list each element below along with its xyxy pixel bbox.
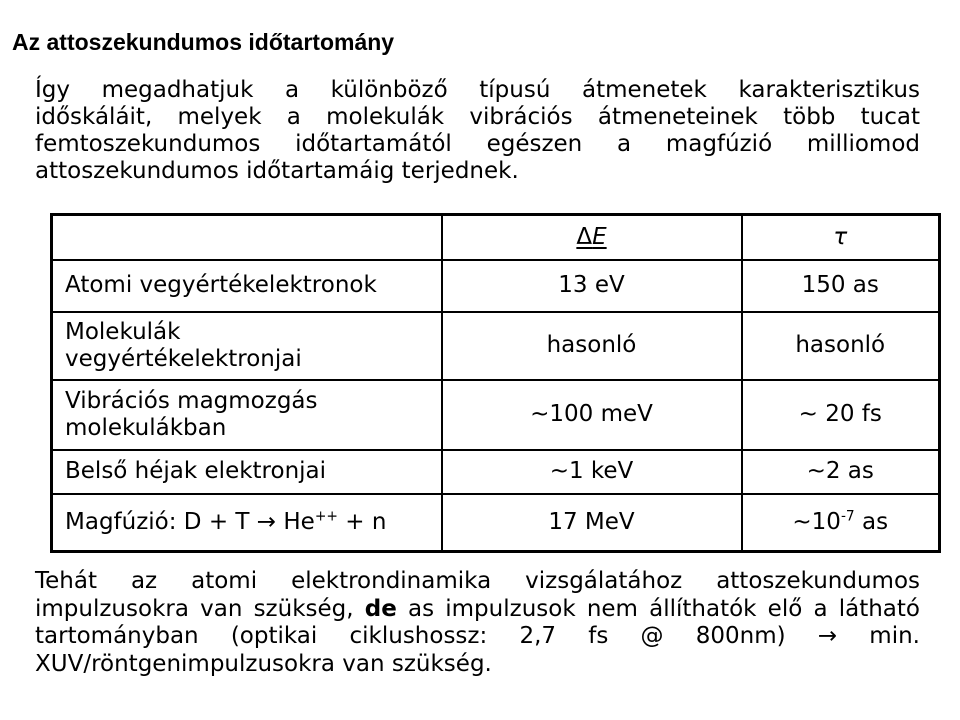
fusion-time-exponent: -7: [840, 508, 855, 525]
fusion-label-tail: + n: [337, 508, 387, 535]
conclusion-line: tartományban (optikai ciklushossz: 2,7 fs @ 800nm) → min.: [35, 623, 920, 649]
table-row: [52, 450, 940, 494]
row-time-cell: ~2 as: [742, 450, 940, 494]
intro-line: attoszekundumos időtartamáig terjednek.: [35, 158, 519, 184]
delta-symbol: Δ: [576, 223, 593, 250]
header-time-cell: [742, 215, 940, 260]
energy-symbol: E: [592, 223, 607, 250]
conclusion-line: Tehát az atomi elektrondinamika vizsgálatához attoszekundumos: [35, 568, 920, 594]
row-time-cell: [742, 494, 940, 552]
tau-symbol: τ: [833, 223, 848, 250]
row-label-cell: Vibrációs magmozgás molekulákban: [52, 380, 442, 450]
table-row: [52, 494, 940, 552]
slide-title: Az attoszekundumos időtartomány: [12, 29, 395, 55]
row-energy-cell: ~100 meV: [442, 380, 742, 450]
row-label-cell: Belső héjak elektronjai: [52, 450, 442, 494]
row-time-cell: ~ 20 fs: [742, 380, 940, 450]
intro-paragraph: [35, 77, 920, 185]
row-time-cell: hasonló: [742, 312, 940, 380]
row-label-cell: Molekulák vegyértékelektronjai: [52, 312, 442, 380]
table-row: [52, 312, 940, 380]
table-row: [52, 260, 940, 312]
row-energy-cell: 13 eV: [442, 260, 742, 312]
header-empty-cell: [52, 215, 442, 260]
row-energy-cell: 17 MeV: [442, 494, 742, 552]
conclusion-line: XUV/röntgenimpulzusokra van szükség.: [35, 650, 492, 677]
fusion-label-text: Magfúzió: D + T → He: [65, 508, 315, 535]
conclusion-line: [35, 596, 920, 624]
row-time-cell: 150 as: [742, 260, 940, 312]
timescale-table: [50, 213, 941, 553]
conclusion-paragraph: [35, 568, 920, 678]
table-row: [52, 380, 940, 450]
row-label-cell: Atomi vegyértékelektronok: [52, 260, 442, 312]
fusion-label-superscript: ++: [314, 508, 338, 525]
table-header-row: [52, 215, 940, 260]
intro-line: Így megadhatjuk a különböző típusú átmenetek karakterisztikus: [35, 77, 920, 103]
intro-line: femtoszekundumos időtartamától egészen a magfúzió milliomod: [35, 131, 920, 157]
fusion-time-base: ~10: [792, 508, 841, 535]
fusion-time-unit: as: [854, 508, 889, 535]
conclusion-bold-word: de: [364, 595, 397, 622]
conclusion-text: impulzusokra van szükség,: [35, 595, 365, 622]
conclusion-text: as impulzusok nem állíthatók elő a látható: [396, 595, 920, 622]
row-label-cell: [52, 494, 442, 552]
row-energy-cell: hasonló: [442, 312, 742, 380]
row-energy-cell: ~1 keV: [442, 450, 742, 494]
delta-e-symbol: [576, 224, 606, 250]
header-energy-cell: [442, 215, 742, 260]
intro-line: időskáláit, melyek a molekulák vibrációs átmeneteinek több tucat: [35, 104, 920, 130]
